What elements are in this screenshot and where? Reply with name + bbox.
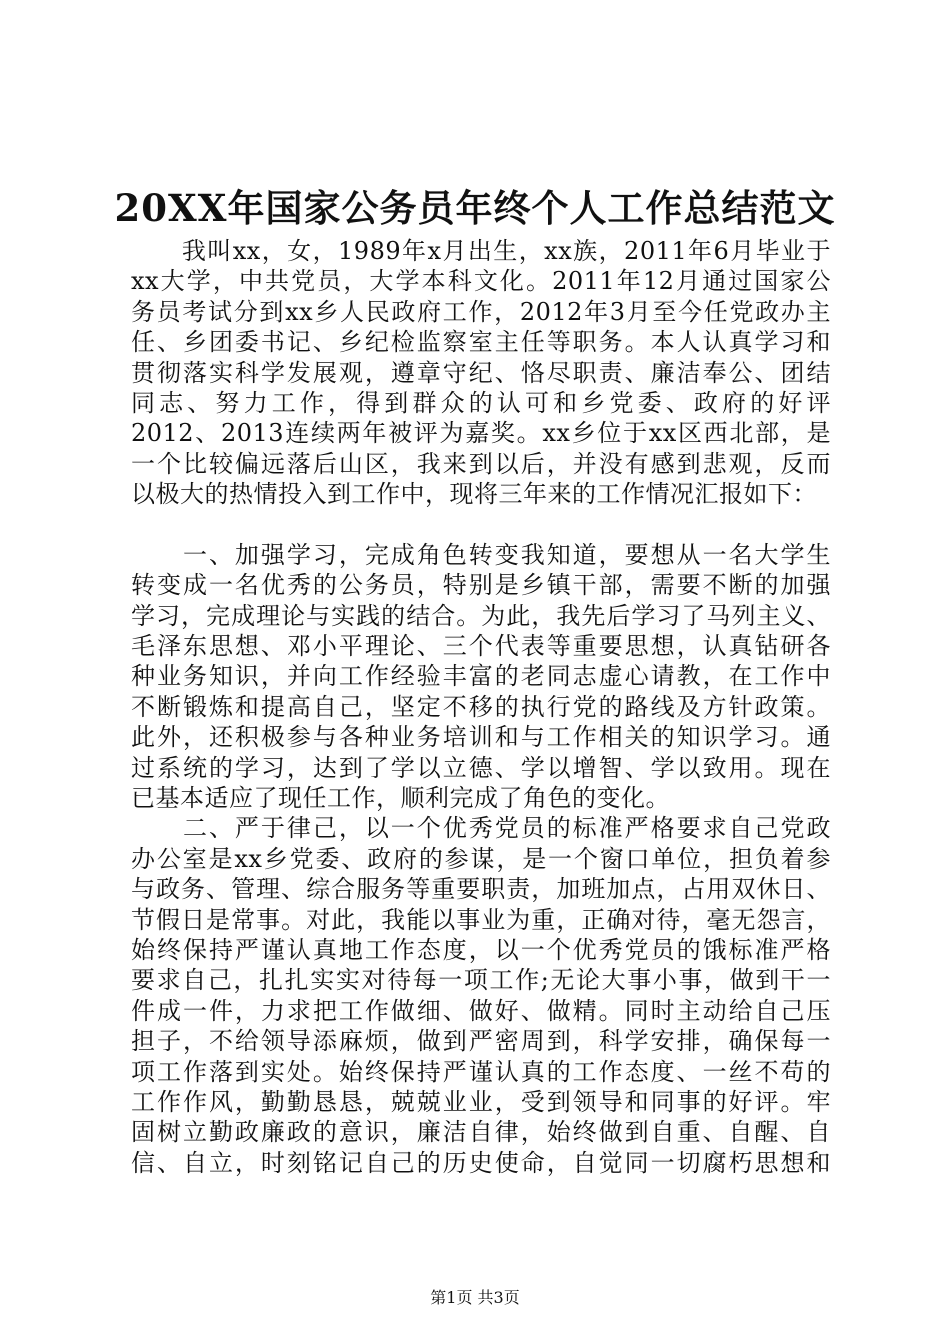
body-line: 一、加强学习，完成角色转变我知道，要想从一名大学生 <box>131 540 831 569</box>
body-line: 工作作风，勤勤恳恳，兢兢业业，受到领导和同事的好评。牢 <box>131 1087 831 1116</box>
body-line: 2012、2013连续两年被评为嘉奖。xx乡位于xx区西北部，是 <box>131 419 831 448</box>
body-line: 与政务、管理、综合服务等重要职责，加班加点，占用双休日、 <box>131 875 831 904</box>
body-line: 此外，还积极参与各种业务培训和与工作相关的知识学习。通 <box>131 723 831 752</box>
body-line: 同志、努力工作，得到群众的认可和乡党委、政府的好评 <box>131 388 831 417</box>
body-line: 二、严于律己，以一个优秀党员的标准严格要求自己党政 <box>131 814 831 843</box>
body-line <box>131 510 831 540</box>
body-line: 件成一件，力求把工作做细、做好、做精。同时主动给自己压 <box>131 996 831 1025</box>
document-title: 20XX年国家公务员年终个人工作总结范文 <box>114 186 836 230</box>
body-line: 不断锻炼和提高自己，坚定不移的执行党的路线及方针政策。 <box>131 692 831 721</box>
body-line: xx大学，中共党员，大学本科文化。2011年12月通过国家公 <box>131 267 831 296</box>
body-line: 务员考试分到xx乡人民政府工作，2012年3月至今任党政办主 <box>131 297 831 326</box>
body-line: 任、乡团委书记、乡纪检监察室主任等职务。本人认真学习和 <box>131 328 831 357</box>
body-line: 种业务知识，并向工作经验丰富的老同志虚心请教，在工作中 <box>131 662 831 691</box>
body-line: 学习，完成理论与实践的结合。为此，我先后学习了马列主义、 <box>131 601 831 630</box>
body-line: 办公室是xx乡党委、政府的参谋，是一个窗口单位，担负着参 <box>131 844 831 873</box>
body-line: 信、自立，时刻铭记自己的历史使命，自觉同一切腐朽思想和 <box>131 1148 831 1177</box>
body-line: 毛泽东思想、邓小平理论、三个代表等重要思想，认真钻研各 <box>131 632 831 661</box>
body-line: 固树立勤政廉政的意识，廉洁自律，始终做到自重、自醒、自 <box>131 1118 831 1147</box>
body-line: 已基本适应了现任工作，顺利完成了角色的变化。 <box>131 784 670 813</box>
body-line: 始终保持严谨认真地工作态度，以一个优秀党员的饿标准严格 <box>131 935 831 964</box>
body-line: 转变成一名优秀的公务员，特别是乡镇干部，需要不断的加强 <box>131 571 831 600</box>
body-line: 项工作落到实处。始终保持严谨认真的工作态度、一丝不苟的 <box>131 1057 831 1086</box>
body-line: 担子，不给领导添麻烦，做到严密周到，科学安排，确保每一 <box>131 1027 831 1056</box>
body-line: 要求自己，扎扎实实对待每一项工作;无论大事小事，做到干一 <box>131 966 831 995</box>
body-line: 过系统的学习，达到了学以立德、学以增智、学以致用。现在 <box>131 753 831 782</box>
body-line: 我叫xx，女，1989年x月出生，xx族，2011年6月毕业于 <box>131 237 831 265</box>
body-line: 一个比较偏远落后山区，我来到以后，并没有感到悲观，反而 <box>131 449 831 478</box>
document-body <box>131 236 831 1178</box>
body-line: 节假日是常事。对此，我能以事业为重，正确对待，毫无怨言， <box>131 905 831 934</box>
body-line: 以极大的热情投入到工作中，现将三年来的工作情况汇报如下： <box>131 480 817 509</box>
body-line: 贯彻落实科学发展观，遵章守纪、恪尽职责、廉洁奉公、团结 <box>131 358 831 387</box>
page-footer: 第1页 共3页 <box>430 1288 520 1307</box>
